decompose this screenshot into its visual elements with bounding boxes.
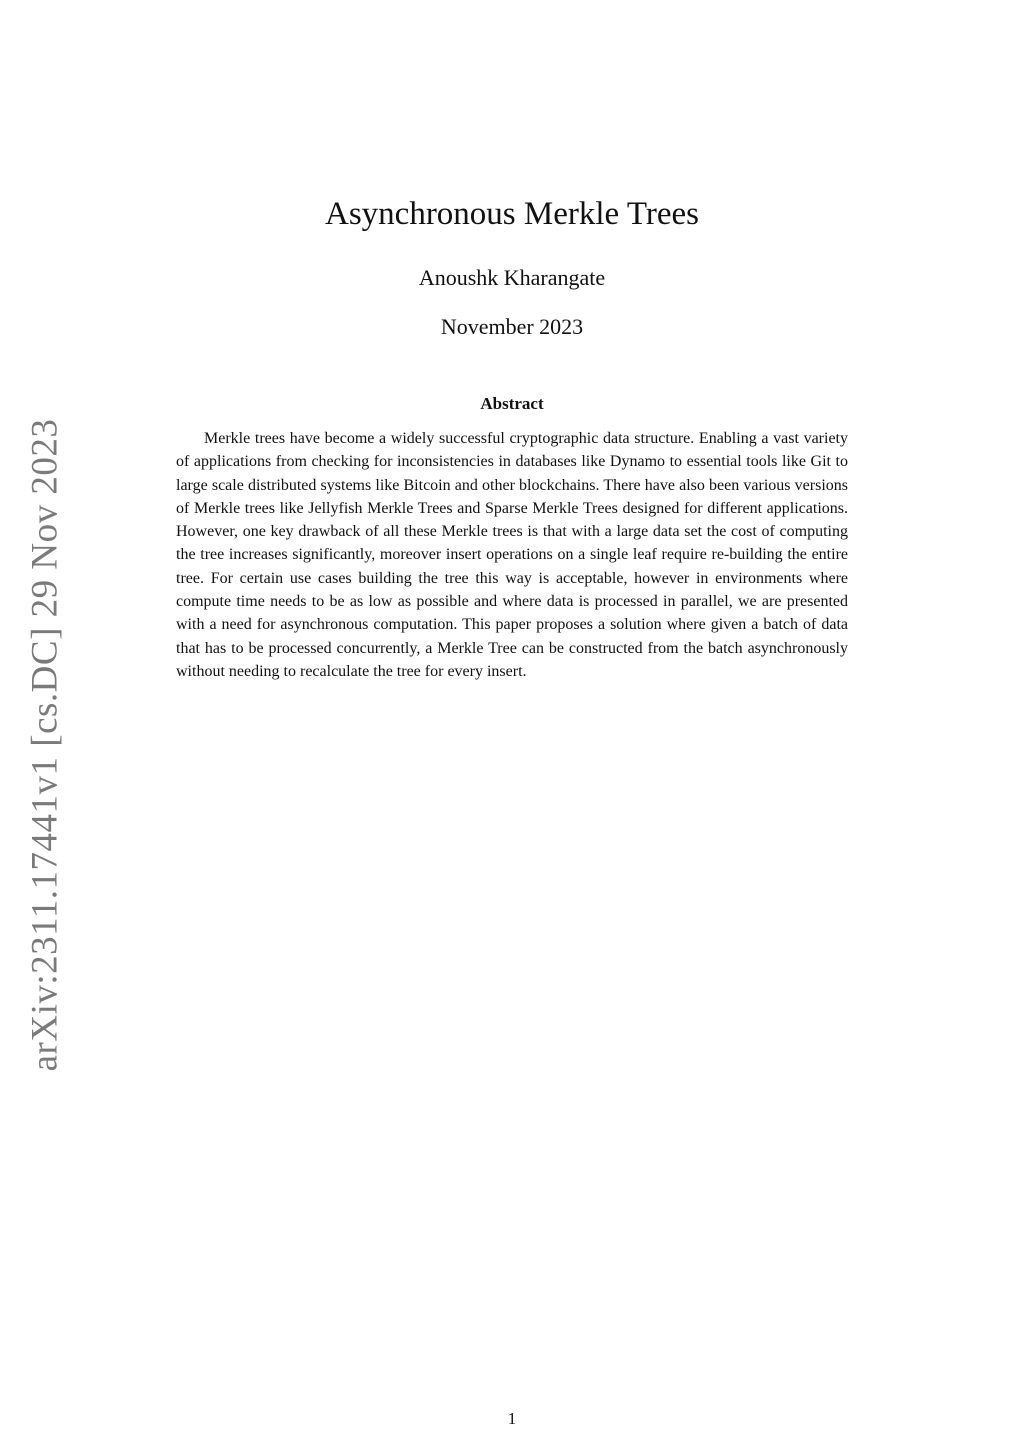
page-number: 1 (507, 1409, 517, 1428)
arxiv-identifier-stamp: arXiv:2311.17441v1 [cs.DC] 29 Nov 2023 (24, 418, 66, 1072)
abstract-body: Merkle trees have become a widely successful cryptographic data structure. Enabling a vast variety of applications from checking for inconsistencies in databases like Dynamo to essential tools like Git to large scale distributed systems like Bitcoin and other blockchains. There have also been various versions of Merkle trees like Jellyfish Merkle Trees and Sparse Merkle Trees designed for different applications. However, one key drawback of all these Merkle trees is that with a large data set the cost of computing the tree increases significantly, moreover insert operations on a single leaf require re-building the entire tree. For certain use cases building the tree this way is acceptable, however in environments where compute time needs to be as low as possible and where data is processed in parallel, we are presented with a need for asynchronous computation. This paper proposes a solution where given a batch of data that has to be processed concurrently, a Merkle Tree can be constructed from the batch asynchronously without needing to recalculate the tree for every insert. (176, 430, 848, 680)
author-name: Anoushk Kharangate (418, 265, 606, 290)
publication-date: November 2023 (440, 314, 584, 339)
paper-title: Asynchronous Merkle Trees (325, 196, 699, 232)
abstract-heading: Abstract (480, 394, 544, 413)
